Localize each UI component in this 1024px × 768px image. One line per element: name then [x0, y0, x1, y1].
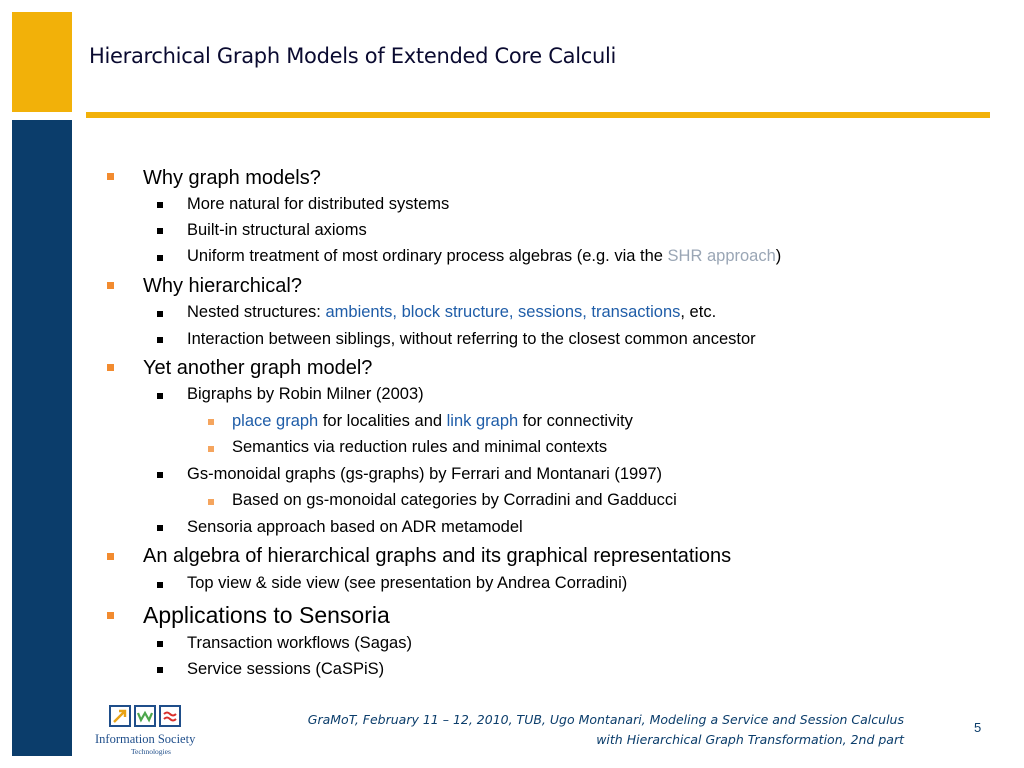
place-graph-link[interactable]: place graph	[232, 412, 319, 430]
bullet-marker	[157, 667, 163, 673]
bullet-marker	[157, 641, 163, 647]
title-divider	[86, 112, 990, 118]
bullet-marker	[157, 337, 163, 343]
bullet-marker	[157, 525, 163, 531]
bullet-marker	[107, 173, 114, 180]
list-item: Built-in structural axioms	[187, 221, 367, 239]
list-item-text: for localities and	[318, 412, 447, 430]
list-item: Applications to Sensoria	[143, 602, 390, 628]
nested-structures-link[interactable]: ambients, block structure, sessions, transactions	[325, 303, 681, 321]
list-item-text: , etc.	[680, 303, 717, 321]
ist-logo	[95, 705, 205, 760]
logo-icons	[109, 705, 181, 727]
list-item-text: Uniform treatment of most ordinary process algebras (e.g. via the	[187, 247, 668, 265]
list-item: Why graph models?	[143, 167, 321, 189]
footer-line-2: with Hierarchical Graph Transformation, 2nd part	[596, 732, 904, 747]
slide-title: Hierarchical Graph Models of Extended Core Calculi	[89, 44, 617, 68]
list-item-text: )	[775, 247, 782, 265]
slide-footer	[308, 710, 904, 750]
bullet-marker	[157, 472, 163, 478]
accent-bar-gold	[12, 12, 72, 112]
bullet-marker	[208, 499, 214, 505]
list-item	[232, 412, 633, 431]
list-item: Transaction workflows (Sagas)	[187, 634, 412, 652]
list-item-text: for connectivity	[518, 412, 633, 430]
list-item: Yet another graph model?	[143, 357, 373, 379]
list-item: Semantics via reduction rules and minimal contexts	[232, 438, 608, 456]
page-number: 5	[974, 720, 982, 735]
bullet-marker	[157, 202, 163, 208]
logo-text: Information Society	[95, 732, 196, 746]
link-graph-link[interactable]: link graph	[446, 412, 519, 430]
list-item: Based on gs-monoidal categories by Corradini and Gadducci	[232, 491, 677, 509]
bullet-marker	[208, 419, 214, 425]
footer-line-1: GraMoT, February 11 – 12, 2010, TUB, Ugo Montanari, Modeling a Service and Session Calculus	[307, 712, 904, 727]
list-item: Sensoria approach based on ADR metamodel	[187, 518, 523, 536]
list-item: Bigraphs by Robin Milner (2003)	[187, 385, 424, 403]
list-item: Gs-monoidal graphs (gs-graphs) by Ferrari and Montanari (1997)	[187, 465, 663, 483]
bullet-marker	[157, 311, 163, 317]
approx-icon	[159, 705, 181, 727]
bullet-marker	[157, 255, 163, 261]
bullet-marker	[157, 582, 163, 588]
list-item: Service sessions (CaSPiS)	[187, 660, 385, 678]
bullet-marker	[107, 553, 114, 560]
list-item: Why hierarchical?	[143, 275, 302, 297]
logo-subtext: Technologies	[131, 747, 171, 756]
list-item: Top view & side view (see presentation by Andrea Corradini)	[187, 574, 628, 592]
list-item	[187, 247, 781, 266]
bullet-marker	[157, 393, 163, 399]
accent-bar-navy	[12, 120, 72, 756]
bullet-marker	[157, 228, 163, 234]
wave-icon	[134, 705, 156, 727]
arrow-icon	[109, 705, 131, 727]
list-item: An algebra of hierarchical graphs and its graphical representations	[143, 545, 732, 567]
bullet-marker	[208, 446, 214, 452]
shr-approach-link[interactable]: SHR approach	[667, 247, 776, 265]
list-item: Interaction between siblings, without referring to the closest common ancestor	[187, 330, 756, 348]
bullet-marker	[107, 364, 114, 371]
list-item: More natural for distributed systems	[187, 195, 450, 213]
list-item	[187, 303, 716, 322]
list-item-text: Nested structures:	[187, 303, 326, 321]
bullet-marker	[107, 612, 114, 619]
bullet-marker	[107, 282, 114, 289]
